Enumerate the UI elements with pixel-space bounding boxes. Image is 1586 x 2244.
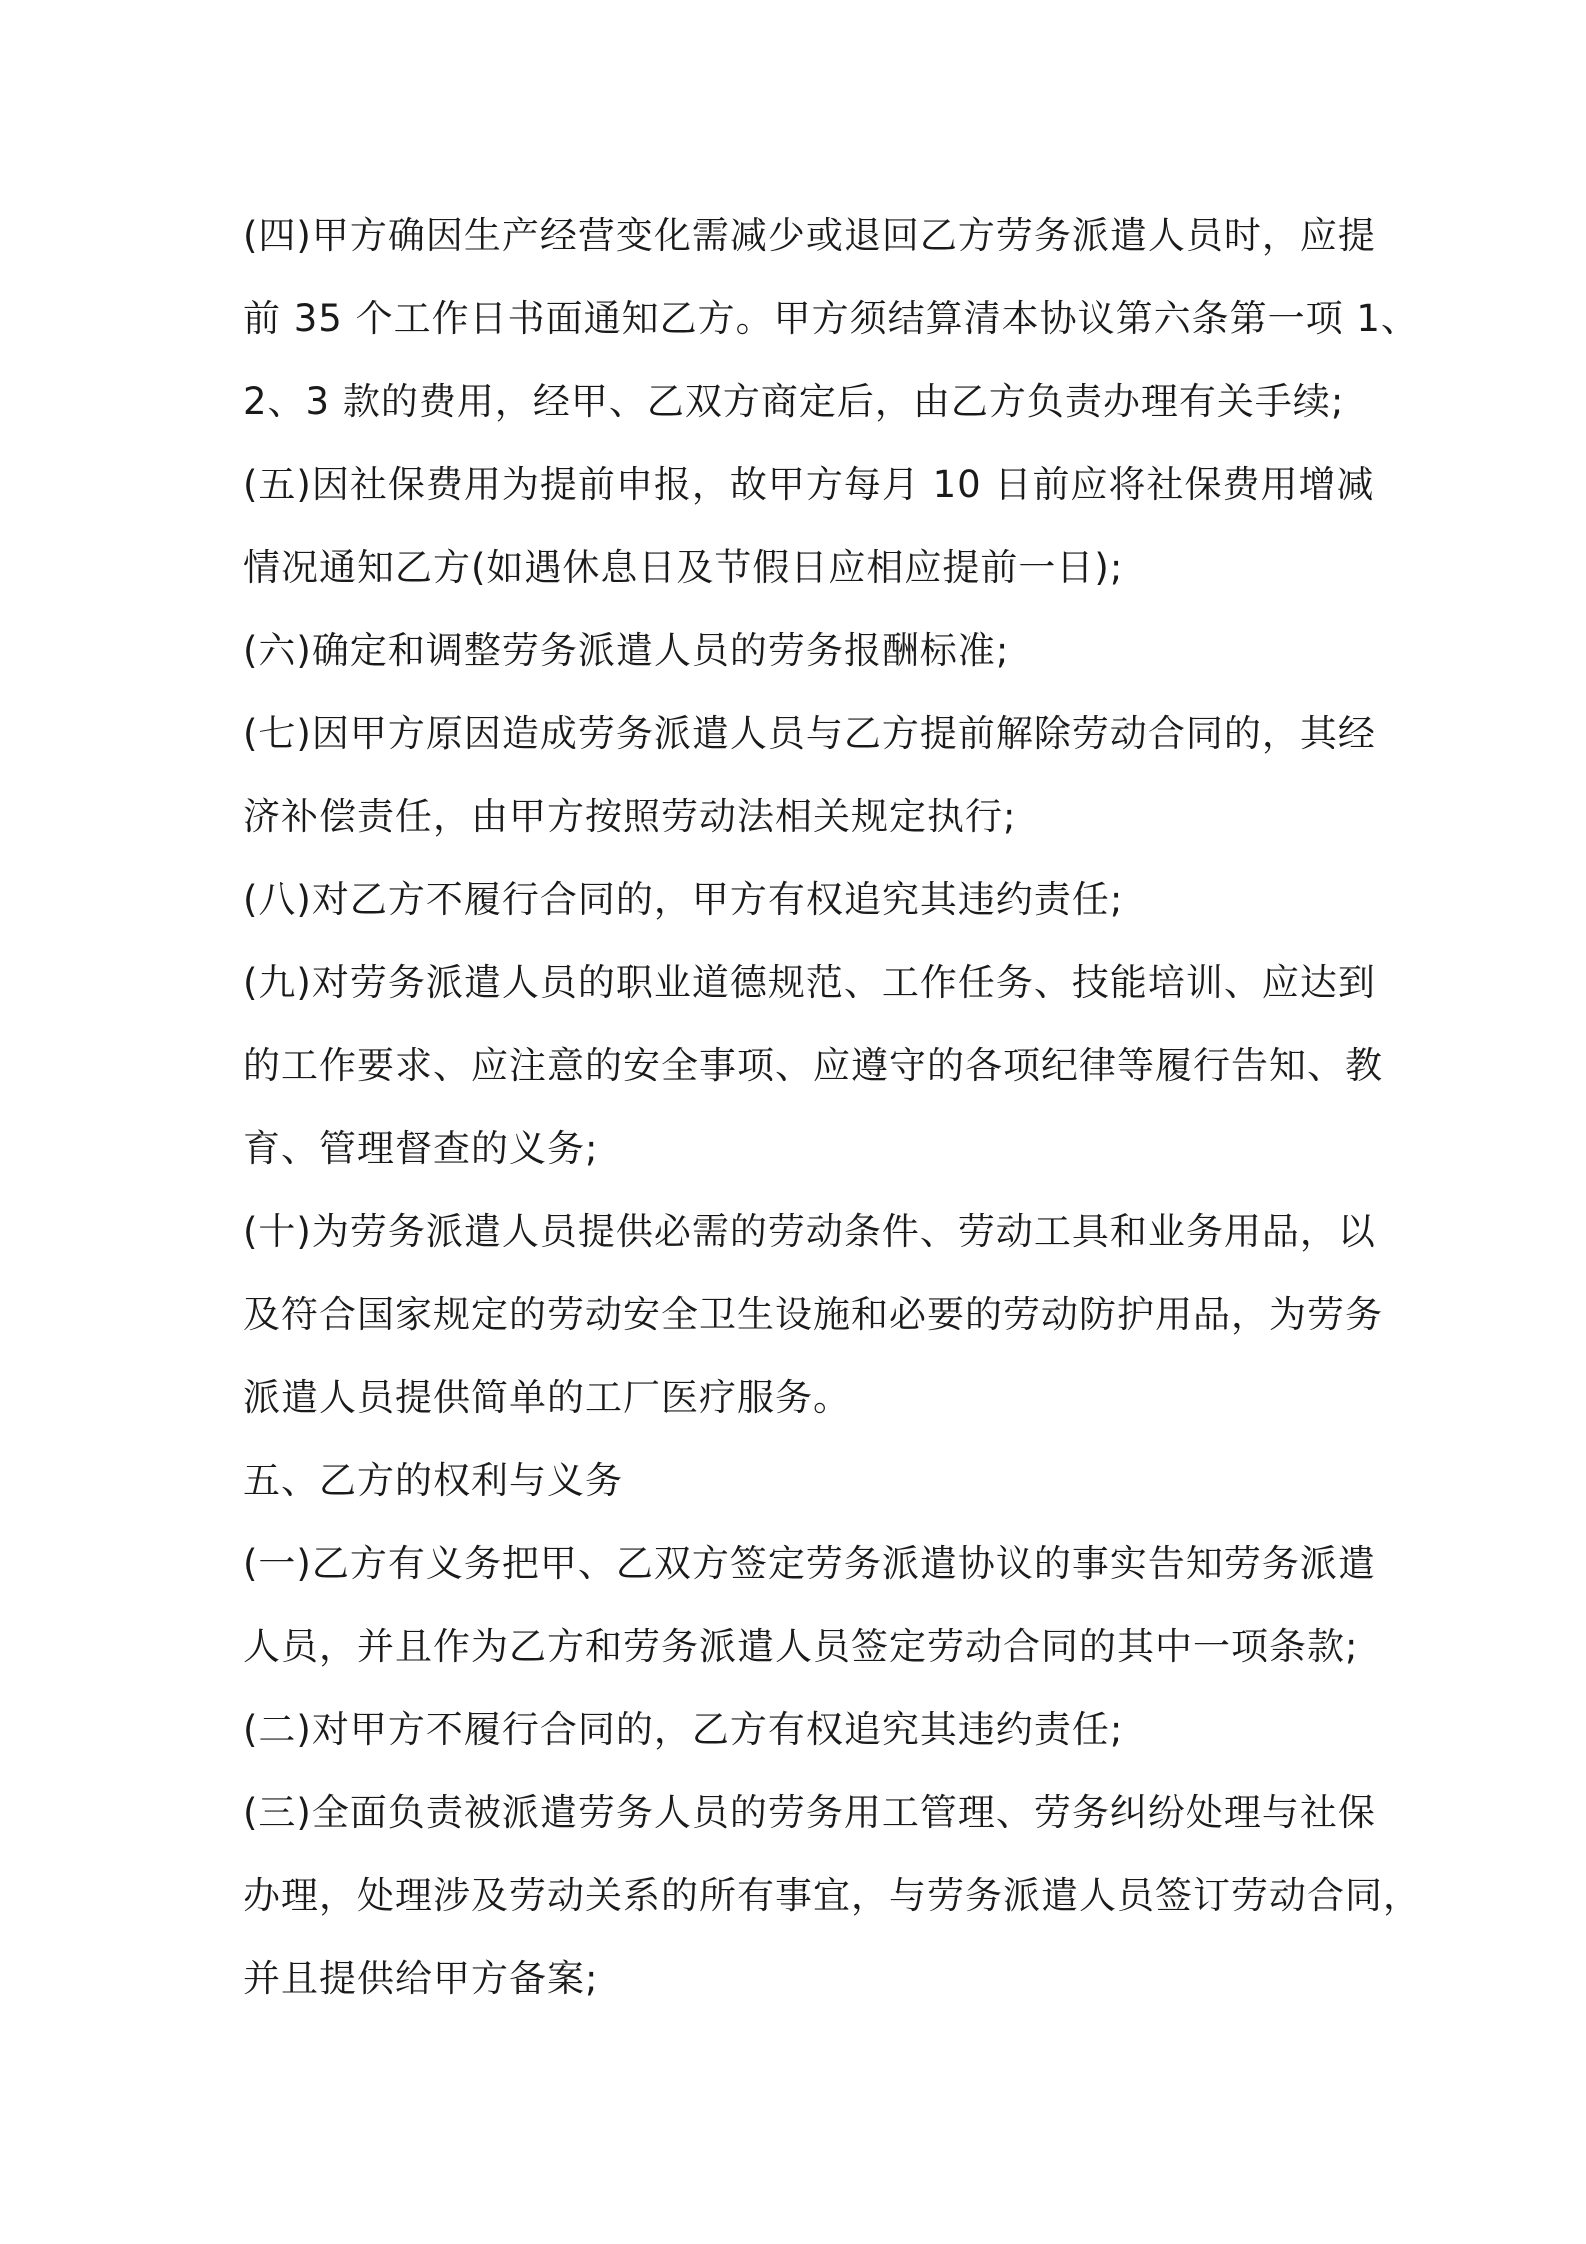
text-line: 派遣人员提供简单的工厂医疗服务。 <box>243 1376 851 1419</box>
text-line: (四)甲方确因生产经营变化需减少或退回乙方劳务派遣人员时，应提 <box>243 214 1376 257</box>
document-body <box>243 194 1421 2020</box>
text-line: (二)对甲方不履行合同的，乙方有权追究其违约责任; <box>243 1708 1124 1751</box>
text-line: 2、3 款的费用，经甲、乙双方商定后，由乙方负责办理有关手续; <box>243 380 1345 423</box>
text-line: 办理，处理涉及劳动关系的所有事宜，与劳务派遣人员签订劳动合同， <box>243 1874 1421 1917</box>
text-line: (十)为劳务派遣人员提供必需的劳动条件、劳动工具和业务用品，以 <box>243 1210 1376 1253</box>
text-line: (七)因甲方原因造成劳务派遣人员与乙方提前解除劳动合同的，其经 <box>243 712 1376 755</box>
text-line: 济补偿责任，由甲方按照劳动法相关规定执行; <box>243 795 1017 838</box>
text-line: (八)对乙方不履行合同的，甲方有权追究其违约责任; <box>243 878 1124 921</box>
text-line: 情况通知乙方(如遇休息日及节假日应相应提前一日); <box>243 546 1124 589</box>
text-line: (五)因社保费用为提前申报，故甲方每月 10 日前应将社保费用增减 <box>243 463 1375 506</box>
text-line: 及符合国家规定的劳动安全卫生设施和必要的劳动防护用品，为劳务 <box>243 1293 1383 1336</box>
text-line: 前 35 个工作日书面通知乙方。甲方须结算清本协议第六条第一项 1、 <box>243 297 1419 340</box>
text-line: (三)全面负责被派遣劳务人员的劳务用工管理、劳务纠纷处理与社保 <box>243 1791 1376 1834</box>
text-line: 并且提供给甲方备案; <box>243 1957 599 2000</box>
text-line: 育、管理督查的义务; <box>243 1127 599 1170</box>
text-line: (九)对劳务派遣人员的职业道德规范、工作任务、技能培训、应达到 <box>243 961 1376 1004</box>
text-line: 的工作要求、应注意的安全事项、应遵守的各项纪律等履行告知、教 <box>243 1044 1383 1087</box>
section-heading: 五、乙方的权利与义务 <box>243 1459 623 1502</box>
text-line: (一)乙方有义务把甲、乙双方签定劳务派遣协议的事实告知劳务派遣 <box>243 1542 1376 1585</box>
text-line: (六)确定和调整劳务派遣人员的劳务报酬标准; <box>243 629 1010 672</box>
text-line: 人员，并且作为乙方和劳务派遣人员签定劳动合同的其中一项条款; <box>243 1625 1359 1668</box>
